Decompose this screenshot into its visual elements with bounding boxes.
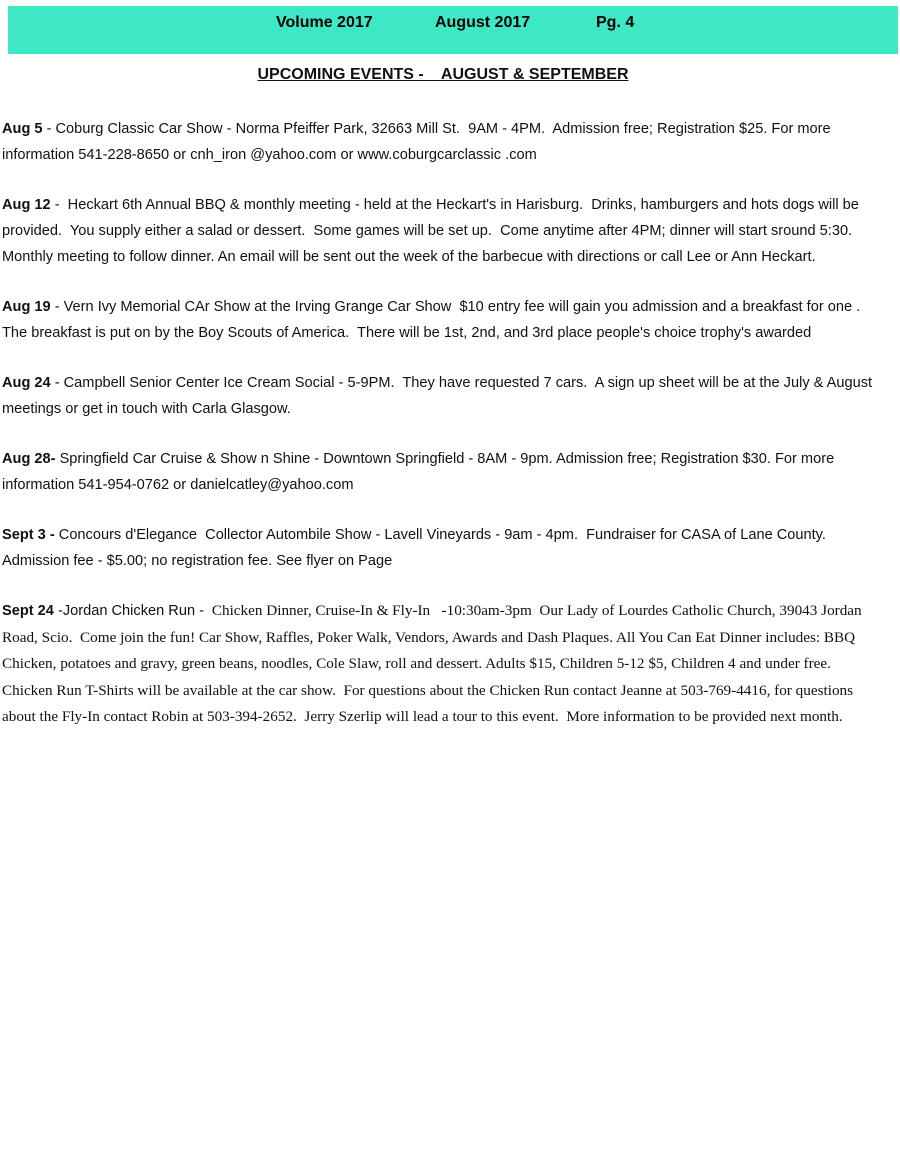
event-item (2, 294, 882, 346)
event-date: Aug 28- (2, 451, 56, 467)
event-item (2, 522, 882, 574)
event-date: Aug 5 (2, 121, 43, 137)
events-list (2, 116, 882, 755)
event-date: Sept 3 - (2, 527, 55, 543)
event-description: Chicken Dinner, Cruise-In & Fly-In -10:30am-3pm Our Lady of Lourdes Catholic Church, 39043 Jordan Road, Scio. Come join the fun! Car Show, Raffles, Poker Walk, Vendors, Awards and Dash Plaques. All You Can Eat Dinner includes: BBQ Chicken, potatoes and gravy, green beans, noodles, Cole Slaw, roll and dessert. Adults $15, Children 5-12 $5, Children 4 and under free. Chicken Run T-Shirts will be available at the car show. For questions about the Chicken Run contact Jeanne at 503-769-4416, for questions about the Fly-In contact Robin at 503-394-2652. Jerry Szerlip will lead a tour to this event. More information to be provided next month. (2, 602, 866, 725)
event-date: Aug 24 (2, 375, 51, 391)
event-date: Aug 19 (2, 299, 51, 315)
event-description: - Vern Ivy Memorial CAr Show at the Irving Grange Car Show $10 entry fee will gain you admission and a breakfast for one . The breakfast is put on by the Boy Scouts of America. There will be 1st, 2nd, and 3rd place people's choice trophy's awarded (2, 299, 869, 341)
event-date: Aug 12 (2, 197, 51, 213)
event-item (2, 370, 882, 422)
event-description: - Heckart 6th Annual BBQ & monthly meeting - held at the Heckart's in Harisburg. Drinks, hamburgers and hots dogs will be provided. You supply either a salad or dessert. Some games will be set up. Come anytime after 4PM; dinner will start sround 5:30. Monthly meeting to follow dinner. An email will be sent out the week of the barbecue with directions or call Lee or Ann Heckart. (2, 197, 863, 265)
event-item (2, 192, 882, 270)
volume-label: Volume 2017 (276, 14, 373, 31)
event-item (2, 598, 882, 731)
issue-date: August 2017 (435, 14, 531, 31)
page-number: Pg. 4 (596, 14, 635, 31)
event-description: - Campbell Senior Center Ice Cream Social - 5-9PM. They have requested 7 cars. A sign up sheet will be at the July & August meetings or get in touch with Carla Glasgow. (2, 375, 877, 417)
event-description: - Coburg Classic Car Show - Norma Pfeiffer Park, 32663 Mill St. 9AM - 4PM. Admission free; Registration $25. For more information 541-228-8650 or cnh_iron @yahoo.com or www.coburgcarclassic .com (2, 121, 835, 163)
event-description: Springfield Car Cruise & Show n Shine - Downtown Springfield - 8AM - 9pm. Admission free; Registration $30. For more information 541-954-0762 or danielcatley@yahoo.com (2, 451, 839, 493)
event-name: -Jordan Chicken Run - (53, 603, 209, 619)
header-bar (8, 6, 898, 54)
page-title: UPCOMING EVENTS - AUGUST & SEPTEMBER (257, 66, 629, 83)
event-description: Concours d'Elegance Collector Autombile Show - Lavell Vineyards - 9am - 4pm. Fundraiser for CASA of Lane County. Admission fee - $5.00; no registration fee. See flyer on Page (2, 527, 834, 569)
event-date: Sept 24 (2, 603, 54, 619)
event-item (2, 116, 882, 168)
event-item (2, 446, 882, 498)
